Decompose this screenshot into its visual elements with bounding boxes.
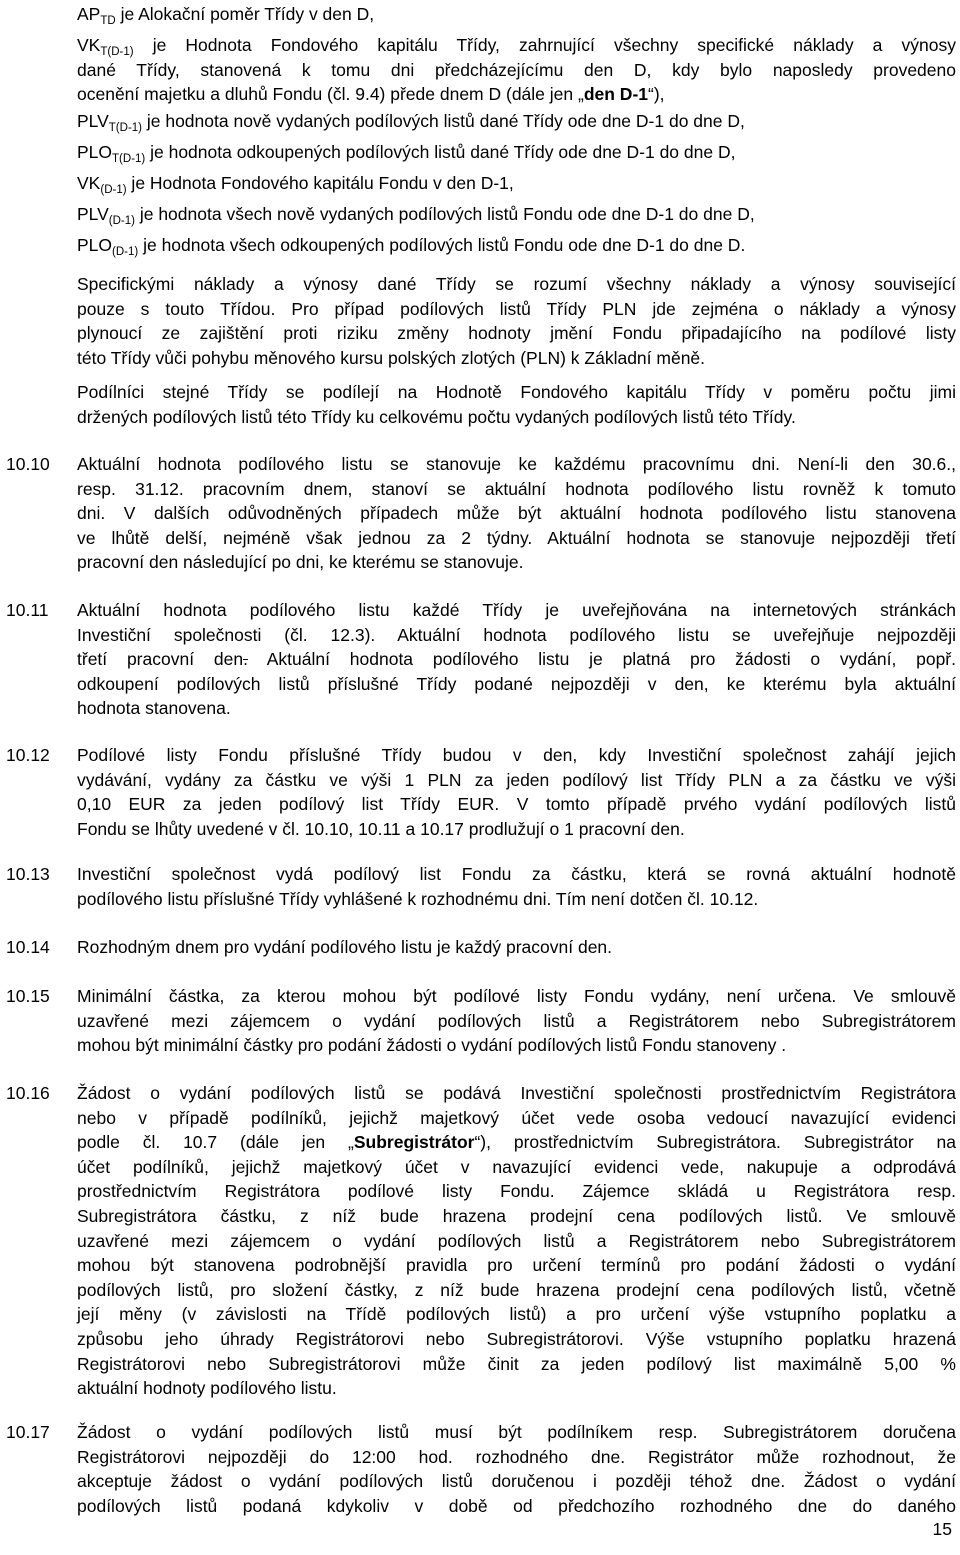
- section-10-17: [77, 1420, 956, 1518]
- section-10-16: [77, 1081, 956, 1401]
- definition-text: je Hodnota Fondového kapitálu Třídy, zahrnující všechny specifické náklady a výnosy: [133, 35, 956, 55]
- paragraph-line: ve lhůtě delší, nejméně však jednou za 2 týdny. Aktuální hodnota se stanovuje nejpozději třetí: [77, 527, 956, 548]
- section-number: 10.15: [6, 986, 50, 1006]
- definition-text: je Hodnota Fondového kapitálu Fondu v den D-1,: [126, 173, 514, 193]
- definition-text: “),: [648, 84, 665, 105]
- paragraph-line: 0,10 EUR za jeden podílový list Třídy EUR. V tomto případě prvého vydání podílových listů: [77, 794, 956, 815]
- section-number: 10.12: [6, 745, 50, 765]
- section-10-11: [77, 598, 956, 721]
- paragraph-line: způsobu jeho úhrady Registrátorovi nebo Subregistrátorovi. Výše vstupního poplatku hrazená: [77, 1328, 956, 1349]
- section-number: 10.16: [6, 1083, 50, 1103]
- symbol-subscript: (D-1): [100, 184, 127, 196]
- section-10-13: [77, 862, 956, 911]
- paragraph-line: aktuální hodnoty podílového listu.: [77, 1378, 337, 1399]
- paragraph-line: prostřednictvím Registrátora podílové listy Fondu. Zájemce skládá u Registrátora resp.: [77, 1181, 956, 1202]
- paragraph-text: třetí pracovní den: [77, 649, 244, 670]
- paragraph-line: uzavřené mezi zájemcem o vydání podílových listů a Registrátorem nebo Subregistrátorem: [77, 1010, 956, 1031]
- paragraph-line: mohou být stanovena podrobnější pravidla pro určení termínů pro podání žádosti o vydání: [77, 1255, 956, 1276]
- section-10-10: [77, 452, 956, 575]
- definition-text: dané Třídy, stanovená k tomu dni předcházejícímu den D, kdy bylo naposledy provedeno: [77, 59, 956, 80]
- defined-term: den D-1: [583, 84, 649, 105]
- paragraph-line: Žádost o vydání podílových listů se podává Investiční společnosti prostřednictvím Registrátora: [77, 1083, 956, 1103]
- symbol: PLV: [77, 204, 109, 224]
- paragraph-line: Fondu se lhůty uvedené v čl. 10.10, 10.11 a 10.17 prodlužují o 1 pracovní den.: [77, 818, 685, 839]
- paragraph-line: Minimální částka, za kterou mohou být podílové listy Fondu vydány, není určena. Ve smlouvě: [77, 986, 956, 1006]
- paragraph-line: Aktuální hodnota podílového listu se stanovuje ke každému pracovnímu dni. Není-li den 30.6.,: [77, 454, 956, 474]
- definition-vk-fund: [77, 171, 956, 196]
- paragraph-line: Aktuální hodnota podílového listu každé Třídy je uveřejňována na internetových stránkách: [77, 600, 956, 620]
- paragraph-line: Registrátorovi nebo Subregistrátorovi může činit za jeden podílový list maximálně 5,00 %: [77, 1353, 956, 1374]
- paragraph-line: Subregistrátora částku, z níž bude hrazena prodejní cena podílových listů. Ve smlouvě: [77, 1205, 956, 1226]
- paragraph-line: vydávání, vydány za částku ve výši 1 PLN za jeden podílový list Třídy PLN a za částku ve výši: [77, 769, 956, 790]
- paragraph-line: této Třídy vůči pohybu měnového kursu polských zlotých (PLN) k Základní měně.: [77, 347, 706, 368]
- symbol-subscript: T(D-1): [112, 153, 146, 165]
- paragraph-line: podílového listu příslušné Třídy vyhlášené k rozhodnému dni. Tím není dotčen čl. 10.12.: [77, 888, 759, 909]
- paragraph-line: Podílníci stejné Třídy se podílejí na Hodnotě Fondového kapitálu Třídy v poměru počtu jimi: [77, 382, 956, 402]
- paragraph-line: resp. 31.12. pracovním dnem, stanoví se aktuální hodnota podílového listu rovněž k tomuto: [77, 478, 956, 499]
- section-10-12: [77, 743, 956, 841]
- paragraph-text: “), prostřednictvím Subregistrátora. Subregistrátor na: [474, 1132, 956, 1153]
- paragraph-line: odkoupení podílových listů příslušné Třídy podané nejpozději v den, ke kterému byla aktuální: [77, 673, 956, 694]
- deleted-text: .: [243, 649, 248, 670]
- paragraph-line: mohou být minimální částky pro podání žádosti o vydání podílových listů Fondu stanoveny .: [77, 1035, 787, 1056]
- paragraph-line: Žádost o vydání podílových listů musí být podílníkem resp. Subregistrátorem doručena: [77, 1422, 956, 1442]
- paragraph-text: Aktuální hodnota podílového listu je platná pro žádosti o vydání, popř.: [247, 649, 956, 670]
- paragraph-line: Registrátorovi nejpozději do 12:00 hod. rozhodného dne. Registrátor může rozhodnout, že: [77, 1446, 956, 1467]
- definition-text: je hodnota všech odkoupených podílových listů Fondu ode dne D-1 do dne D.: [138, 235, 746, 255]
- paragraph-line: podílových listů podaná kdykoliv v době od předchozího rozhodného dne do daného: [77, 1495, 956, 1516]
- section-number: 10.17: [6, 1422, 50, 1442]
- section-10-15: [77, 984, 956, 1058]
- paragraph-line: hodnota stanovena.: [77, 698, 231, 719]
- paragraph-line: podílových listů, pro složení částky, z níž bude hrazena prodejní cena podílových listů, včetně: [77, 1279, 956, 1300]
- paragraph-line: Rozhodným dnem pro vydání podílového listu je každý pracovní den.: [77, 937, 613, 957]
- paragraph-text: podle čl. 10.7 (dále jen „: [77, 1132, 354, 1153]
- definition-vk-class: [77, 33, 956, 107]
- definition-text: je hodnota odkoupených podílových listů dané Třídy ode dne D-1 do dne D,: [145, 142, 736, 162]
- symbol-subscript: T(D-1): [100, 46, 134, 58]
- definition-plv-fund: [77, 202, 956, 227]
- symbol-subscript: T(D-1): [108, 122, 142, 134]
- paragraph-line: pracovní den následující po dni, ke kterému se stanovuje.: [77, 552, 524, 573]
- symbol: AP: [77, 4, 101, 24]
- section-number: 10.14: [6, 937, 50, 957]
- section-number: 10.13: [6, 864, 50, 884]
- symbol-subscript: TD: [100, 15, 116, 27]
- paragraph-line: Podílové listy Fondu příslušné Třídy budou v den, kdy Investiční společnost zahájí jejich: [77, 745, 956, 765]
- paragraph-line: Investiční společnost vydá podílový list Fondu za částku, která se rovná aktuální hodnotě: [77, 864, 956, 884]
- definition-plo-fund: [77, 233, 956, 258]
- paragraph-line: plynoucí ze zajištění proti riziku změny hodnoty jmění Fondu připadajícího na podílové listy: [77, 323, 956, 344]
- section-10-14: [77, 935, 956, 960]
- paragraph-specific-costs: [77, 272, 956, 370]
- paragraph-holders: [77, 380, 956, 429]
- section-number: 10.11: [6, 600, 49, 620]
- definition-text: ocenění majetku a dluhů Fondu (čl. 9.4) přede dnem D (dále jen „: [77, 84, 584, 105]
- page-number: 15: [932, 1519, 952, 1539]
- symbol: VK: [77, 173, 101, 193]
- defined-term: Subregistrátor: [353, 1132, 475, 1153]
- paragraph-line: pouze s touto Třídou. Pro případ podílových listů Třídy PLN jde zejména o náklady a výnosy: [77, 298, 956, 319]
- paragraph-line: držených podílových listů této Třídy ku celkovému počtu vydaných podílových listů této Třídy.: [77, 406, 796, 427]
- symbol: VK: [77, 35, 101, 55]
- definition-ap: [77, 2, 956, 27]
- paragraph-line: účet podílníků, jejichž majetkový účet v navazující evidenci vede, nakupuje a odprodává: [77, 1156, 956, 1177]
- paragraph-line: Specifickými náklady a výnosy dané Třídy se rozumí všechny náklady a výnosy související: [77, 274, 956, 294]
- definition-text: je Alokační poměr Třídy v den D,: [115, 4, 375, 24]
- definition-text: je hodnota všech nově vydaných podílových listů Fondu ode dne D-1 do dne D,: [134, 204, 755, 224]
- definition-text: je hodnota nově vydaných podílových listů dané Třídy ode dne D-1 do dne D,: [142, 111, 745, 131]
- symbol: PLO: [77, 235, 113, 255]
- definition-plv-class: [77, 109, 956, 134]
- paragraph-line: její měny (v závislosti na Třídě podílových listů) a pro určení výše vstupního poplatku a: [77, 1304, 956, 1325]
- paragraph-line: dni. V dalších odůvodněných případech může být aktuální hodnota podílového listu stanovena: [77, 503, 956, 524]
- paragraph-line: nebo v případě podílníků, jejichž majetkový účet vede osoba vedoucí navazující evidenci: [77, 1107, 956, 1128]
- paragraph-line: akceptuje žádost o vydání podílových listů doručenou i později téhož dne. Žádost o vydání: [77, 1471, 956, 1492]
- definition-plo-class: [77, 140, 956, 165]
- symbol: PLV: [77, 111, 109, 131]
- symbol-subscript: (D-1): [112, 246, 139, 258]
- paragraph-line: uzavřené mezi zájemcem o vydání podílových listů a Registrátorem nebo Subregistrátorem: [77, 1230, 956, 1251]
- symbol-subscript: (D-1): [108, 215, 135, 227]
- paragraph-line: Investiční společnosti (čl. 12.3). Aktuální hodnota podílového listu se uveřejňuje nejpozději: [77, 624, 956, 645]
- symbol: PLO: [77, 142, 113, 162]
- section-number: 10.10: [6, 454, 50, 474]
